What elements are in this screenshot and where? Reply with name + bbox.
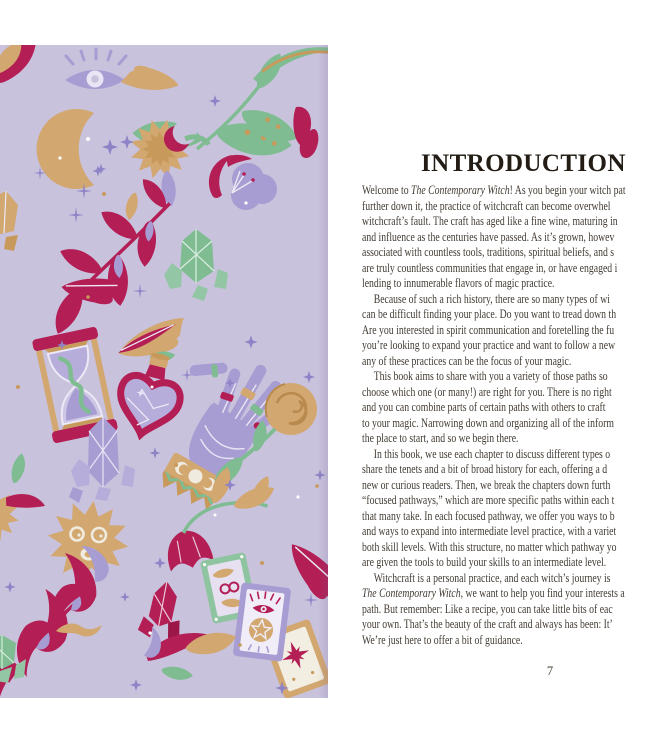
text-line: are given the tools to build your skills to an intermediate level. — [362, 555, 607, 569]
text-line: you’re looking to expand your practice and want to follow a new — [362, 338, 616, 352]
text-line: In this book, we use each chapter to discuss different types o — [373, 446, 611, 461]
text-line: and ways to expand into intermediate level practice, with a variet — [362, 524, 617, 538]
text-line: to your magic. Narrowing down and organizing all of the inform — [362, 415, 614, 430]
eye-icon — [65, 49, 126, 89]
text-line: are truly countless communities that engage in, or have engaged i — [362, 260, 618, 275]
text-line: both skill levels. With this structure, no matter which pathway yo — [362, 539, 617, 554]
crescent-moon-icon — [37, 109, 118, 199]
text-line: Witchcraft is a personal practice, and each witch’s journey is — [373, 570, 611, 585]
text-line: that many take. In each focused pathway, we offer you ways to b — [362, 508, 615, 523]
text-line: “focused pathways,” which are more specific paths within each t — [362, 493, 615, 507]
text-line: choose which one (or many!) are right for you. There is no right — [362, 384, 612, 399]
text-line: This book aims to share with you a variety of those paths so — [373, 369, 608, 383]
magenta-branch-icon — [30, 175, 182, 336]
right-page — [328, 45, 650, 698]
page-number: 7 — [546, 664, 554, 678]
text-line: witchcraft’s fault. The craft has aged like a fine wine, maturing in — [362, 214, 618, 228]
text-line: lending to innumerable flavors of magic practice. — [362, 276, 555, 290]
illustration-canvas — [0, 45, 328, 698]
text-line: Are you interested in spirit communication and foretelling the fu — [362, 322, 615, 337]
heart-potion-bottle-icon — [112, 346, 190, 441]
text-line: Because of such a rich history, there are so many types of wi — [373, 291, 610, 306]
poppy-flower-icon — [209, 155, 277, 210]
left-page-illustration — [0, 45, 328, 698]
text-line: share the tenets and a bit of broad history for each, offering a d — [362, 462, 608, 476]
text-line: associated with countless tools, traditions, spiritual beliefs, and s — [362, 245, 615, 259]
text-line: We’re just here to offer a bit of guidance. — [362, 632, 523, 647]
text-line: your own. That’s the beauty of the craft and always has been: It’ — [362, 617, 613, 631]
body-text — [362, 183, 650, 648]
text-line: any of these practices can be the focus of your magic. — [362, 353, 572, 368]
corner-leaf-icon — [0, 45, 49, 86]
chapter-title: INTRODUCTION — [421, 150, 626, 177]
tarot-card-purple — [233, 582, 292, 662]
text-line: further down it, the practice of witchcraft can become overwhel — [362, 198, 611, 213]
corner-arc-leaf-icon — [250, 45, 328, 85]
text-line: can be difficult finding your place. Do you want to tread down th — [362, 307, 617, 321]
green-crystal-cluster-icon — [164, 229, 228, 301]
gold-flower-icon — [0, 444, 55, 552]
text-line: and you can combine parts of certain paths with others to craft — [362, 400, 606, 414]
text-line: The Contemporary Witch, we want to help you find your interests a — [362, 586, 625, 600]
magenta-crystal-icon — [137, 578, 187, 641]
magenta-leaves-icon — [293, 107, 318, 158]
text-line: the place to start, and so we begin there. — [362, 431, 519, 445]
text-line: and influence as the centuries have passed. As it’s grown, howev — [362, 229, 615, 244]
text-line: Welcome to The Contemporary Witch! As you begin your witch pat — [362, 183, 626, 197]
tan-crystal-icon — [0, 191, 18, 251]
tan-leaf-icon — [120, 60, 181, 101]
text-line: new or curious readers. Then, we break the chapters down furth — [362, 477, 611, 492]
tan-curl-icon — [118, 192, 146, 221]
text-line: path. But remember: Like a recipe, you can take little bits of eac — [362, 601, 613, 616]
